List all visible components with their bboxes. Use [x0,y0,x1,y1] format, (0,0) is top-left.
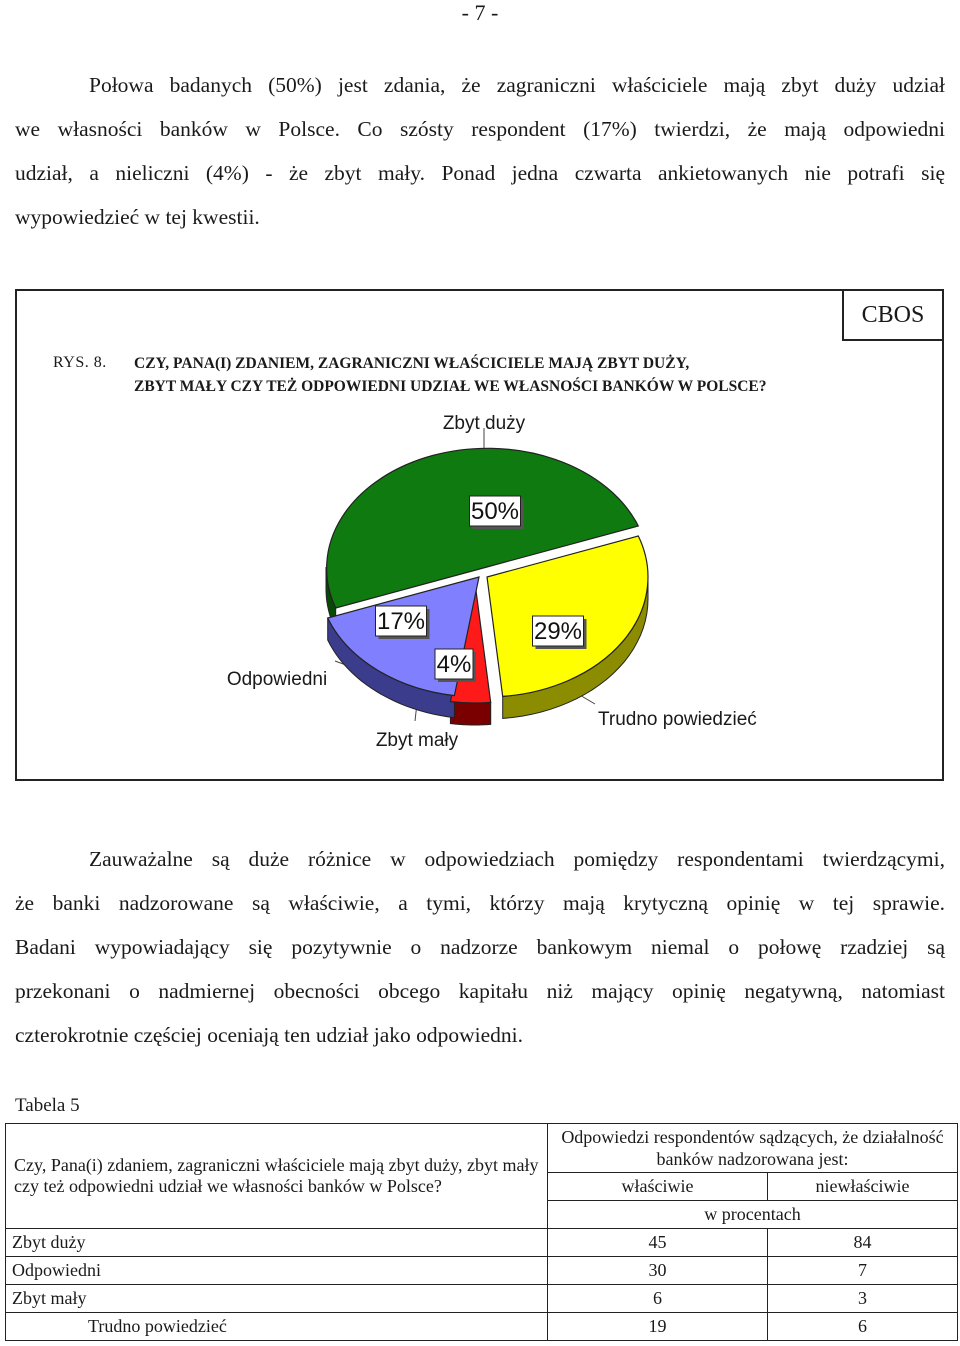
body-line: przekonani o nadmiernej obecności obcego kapitału niż mający opinię negatywną, natomiast [15,979,945,1003]
cell-value: 6 [768,1313,958,1341]
body-line: czterokrotnie częściej oceniają ten udział jako odpowiedni. [15,1023,524,1047]
row-label: Odpowiedni [6,1257,548,1285]
cell-value: 19 [548,1313,768,1341]
value-label-text: 17% [376,608,426,635]
category-label-zbyt-duzy: Zbyt duży [442,413,526,434]
row-label: Trudno powiedzieć [6,1313,548,1341]
value-label-text: 50% [470,498,520,525]
intro-line: wypowiedzieć w tej kwestii. [15,205,260,229]
intro-line: we własności banków w Polsce. Co szósty respondent (17%) twierdzi, że mają odpowiedni [15,117,945,141]
intro-line: Połowa badanych (50%) jest zdania, że zagraniczni właściciele mają zbyt duży udział [89,73,945,97]
intro-line: udział, a nieliczni (4%) - że zbyt mały. Ponad jedna czwarta ankietowanych nie potrafi się [15,161,945,185]
table-question: Czy, Pana(i) zdaniem, zagraniczni właściciele mają zbyt duży, zbyt mały czy też odpowiedni udział we własności banków w Polsce? [6,1124,548,1229]
table-label: Tabela 5 [15,1095,80,1116]
slice-side-zbyt-ma-y [450,702,490,725]
category-label-zbyt-maly: Zbyt mały [375,730,459,751]
source-label: CBOS [842,289,944,341]
row-label: Zbyt duży [6,1229,548,1257]
cell-value: 6 [548,1285,768,1313]
cell-value: 45 [548,1229,768,1257]
cell-value: 30 [548,1257,768,1285]
figure-title-line: CZY, PANA(I) ZDANIEM, ZAGRANICZNI WŁAŚCICIELE MAJĄ ZBYT DUŻY, [134,355,690,372]
intro-paragraph [15,63,945,239]
table-group-header: Odpowiedzi respondentów sądzących, że działalność banków nadzorowana jest: [548,1124,958,1173]
category-label-trudno: Trudno powiedzieć [598,709,757,730]
value-label-zbyt-du-y [470,496,524,529]
figure-label: RYS. 8. [53,354,107,371]
table-row [6,1229,958,1257]
body-line: że banki nadzorowane są właściwie, a tymi, którzy mają krytyczną opinię w tej sprawie. [15,891,945,915]
category-label-odpowiedni: Odpowiedni [226,669,328,690]
body-line: Badani wypowiadający się pozytywnie o nadzorze bankowym niemal o połowę rzadziej są [15,935,945,959]
column-header-niewlasciwie: niewłaściwie [768,1173,958,1201]
cell-value: 3 [768,1285,958,1313]
figure-title-line: ZBYT MAŁY CZY TEŻ ODPOWIEDNI UDZIAŁ WE WŁASNOŚCI BANKÓW W POLSCE? [134,378,767,395]
value-label-zbyt-ma-y [435,649,476,682]
table-row [6,1285,958,1313]
value-label-text: 4% [436,651,472,678]
unit-label: w procentach [548,1201,958,1229]
column-header-wlasciwie: właściwie [548,1173,768,1201]
pie-chart [17,291,942,779]
cell-value: 7 [768,1257,958,1285]
figure-frame [15,289,944,781]
table-row [6,1257,958,1285]
pie-slices [326,448,648,725]
table-row [6,1313,958,1341]
body-paragraph [15,837,945,1057]
value-label-text: 29% [533,618,583,645]
body-line: Zauważalne są duże różnice w odpowiedziach pomiędzy respondentami twierdzącymi, [89,847,945,871]
page-number: - 7 - [461,0,499,25]
cell-value: 84 [768,1229,958,1257]
table-header-row [6,1124,958,1173]
value-label-trudno-powiedzie- [533,616,587,649]
row-label: Zbyt mały [6,1285,548,1313]
value-label-odpowiedni [376,606,430,639]
data-table [5,1123,958,1341]
